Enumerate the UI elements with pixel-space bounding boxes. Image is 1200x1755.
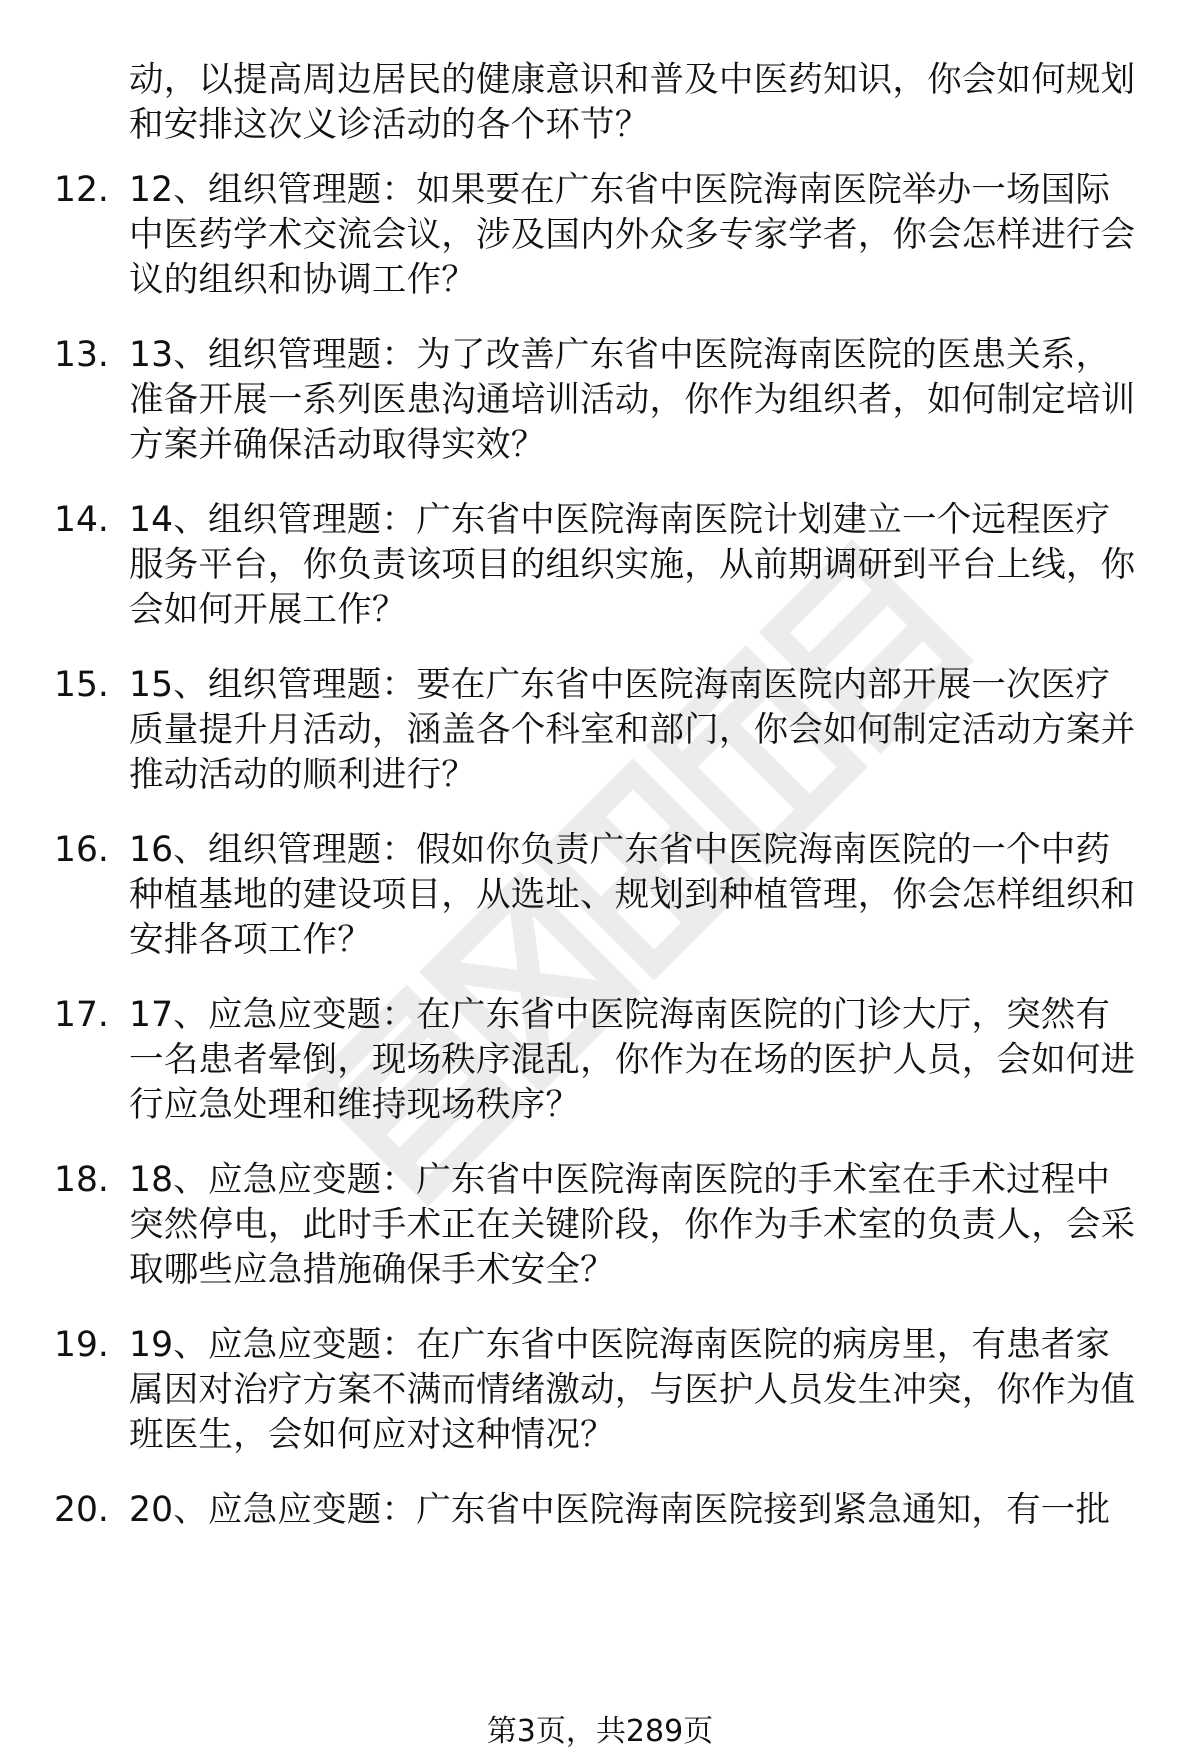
list-number: 20. <box>54 1490 109 1530</box>
page-number-footer: 第3页，共289页 <box>486 1714 714 1749</box>
question-text: 15、组织管理题：要在广东省中医院海南医院内部开展一次医疗质量提升月活动，涵盖各个科室和部门，你会如何制定活动方案并推动活动的顺利进行？ <box>129 665 1136 795</box>
list-number: 17. <box>54 995 109 1035</box>
question-text: 13、组织管理题：为了改善广东省中医院海南医院的医患关系，准备开展一系列医患沟通培训活动，你作为组织者，如何制定培训方案并确保活动取得实效？ <box>129 335 1136 465</box>
list-number: 18. <box>54 1160 109 1200</box>
question-text: 19、应急应变题：在广东省中医院海南医院的病房里，有患者家属因对治疗方案不满而情绪激动，与医护人员发生冲突，你作为值班医生，会如何应对这种情况？ <box>129 1325 1136 1455</box>
list-number: 13. <box>54 335 109 375</box>
question-text: 16、组织管理题：假如你负责广东省中医院海南医院的一个中药种植基地的建设项目，从选址、规划到种植管理，你会怎样组织和安排各项工作？ <box>129 830 1136 960</box>
list-number: 15. <box>54 665 109 705</box>
question-text: 20、应急应变题：广东省中医院海南医院接到紧急通知，有一批 <box>129 1490 1111 1530</box>
continued-question-text: 动，以提高周边居民的健康意识和普及中医药知识，你会如何规划和安排这次义诊活动的各个环节？ <box>129 60 1136 145</box>
list-number: 16. <box>54 830 109 870</box>
question-text: 17、应急应变题：在广东省中医院海南医院的门诊大厅，突然有一名患者晕倒，现场秩序混乱，你作为在场的医护人员，会如何进行应急处理和维持现场秩序？ <box>129 995 1136 1125</box>
question-text: 12、组织管理题：如果要在广东省中医院海南医院举办一场国际中医药学术交流会议，涉及国内外众多专家学者，你会怎样进行会议的组织和协调工作？ <box>129 170 1136 300</box>
list-number: 14. <box>54 500 109 540</box>
list-number: 12. <box>54 170 109 210</box>
question-text: 18、应急应变题：广东省中医院海南医院的手术室在手术过程中突然停电，此时手术正在关键阶段，你作为手术室的负责人，会采取哪些应急措施确保手术安全？ <box>129 1160 1136 1290</box>
list-number: 19. <box>54 1325 109 1365</box>
question-text: 14、组织管理题：广东省中医院海南医院计划建立一个远程医疗服务平台，你负责该项目的组织实施，从前期调研到平台上线，你会如何开展工作？ <box>129 500 1136 630</box>
